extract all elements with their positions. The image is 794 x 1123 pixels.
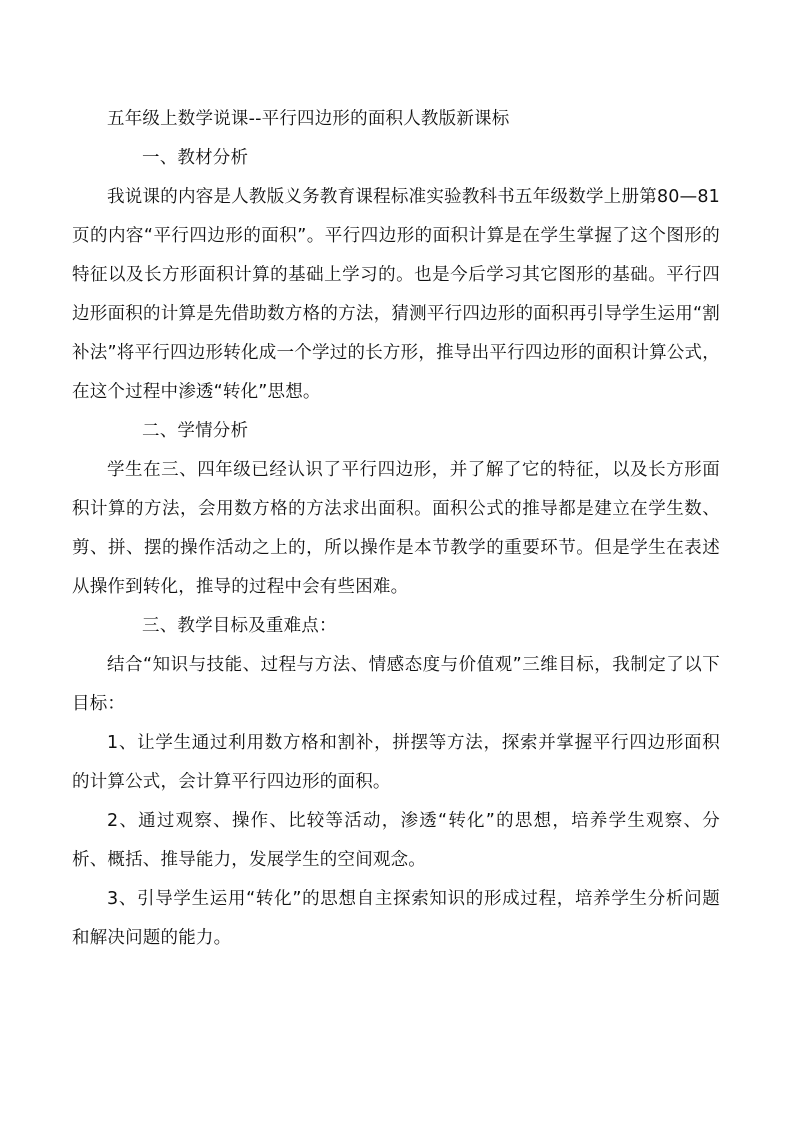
- objective-2: 2、通过观察、操作、比较等活动，渗透“转化”的思想，培养学生观察、分析、概括、推导能力，发展学生的空间观念。: [72, 811, 720, 870]
- section-heading-3: [72, 607, 720, 646]
- section-number-1: 一、: [142, 148, 178, 168]
- section-title-2: 学情分析: [177, 421, 249, 441]
- section-number-2: 二、: [142, 421, 178, 441]
- section-title-1: 教材分析: [177, 148, 249, 168]
- section-number-3: 三、: [142, 616, 178, 636]
- objective-1: 1、让学生通过利用数方格和割补，拼摆等方法，探索并掌握平行四边形面积的计算公式，会计算平行四边形的面积。: [72, 733, 720, 792]
- section-heading-1: [72, 139, 720, 178]
- section-2-paragraph-1: 学生在三、四年级已经认识了平行四边形，并了解了它的特征，以及长方形面积计算的方法，会用数方格的方法求出面积。面积公式的推导都是建立在学生数、剪、拼、摆的操作活动之上的，所以操作是本节教学的重要环节。但是学生在表述从操作到转化，推导的过程中会有些困难。: [72, 460, 720, 597]
- document-body: [72, 100, 720, 958]
- section-1-paragraph-1: 我说课的内容是人教版义务教育课程标准实验教科书五年级数学上册第80—81页的内容“平行四边形的面积”。平行四边形的面积计算是在学生掌握了这个图形的特征以及长方形面积计算的基础上学习的。也是今后学习其它图形的基础。平行四边形面积的计算是先借助数方格的方法，猜测平行四边形的面积再引导学生运用“割补法”将平行四边形转化成一个学过的长方形，推导出平行四边形的面积计算公式，在这个过程中渗透“转化”思想。: [72, 187, 720, 402]
- section-3-paragraph-1: 结合“知识与技能、过程与方法、情感态度与价值观”三维目标，我制定了以下目标：: [72, 655, 720, 714]
- section-heading-2: [72, 412, 720, 451]
- objective-3: 3、引导学生运用“转化”的思想自主探索知识的形成过程，培养学生分析问题和解决问题的能力。: [72, 889, 720, 948]
- document-title: 五年级上数学说课--平行四边形的面积人教版新课标: [107, 109, 510, 129]
- section-title-3: 教学目标及重难点：: [177, 616, 337, 636]
